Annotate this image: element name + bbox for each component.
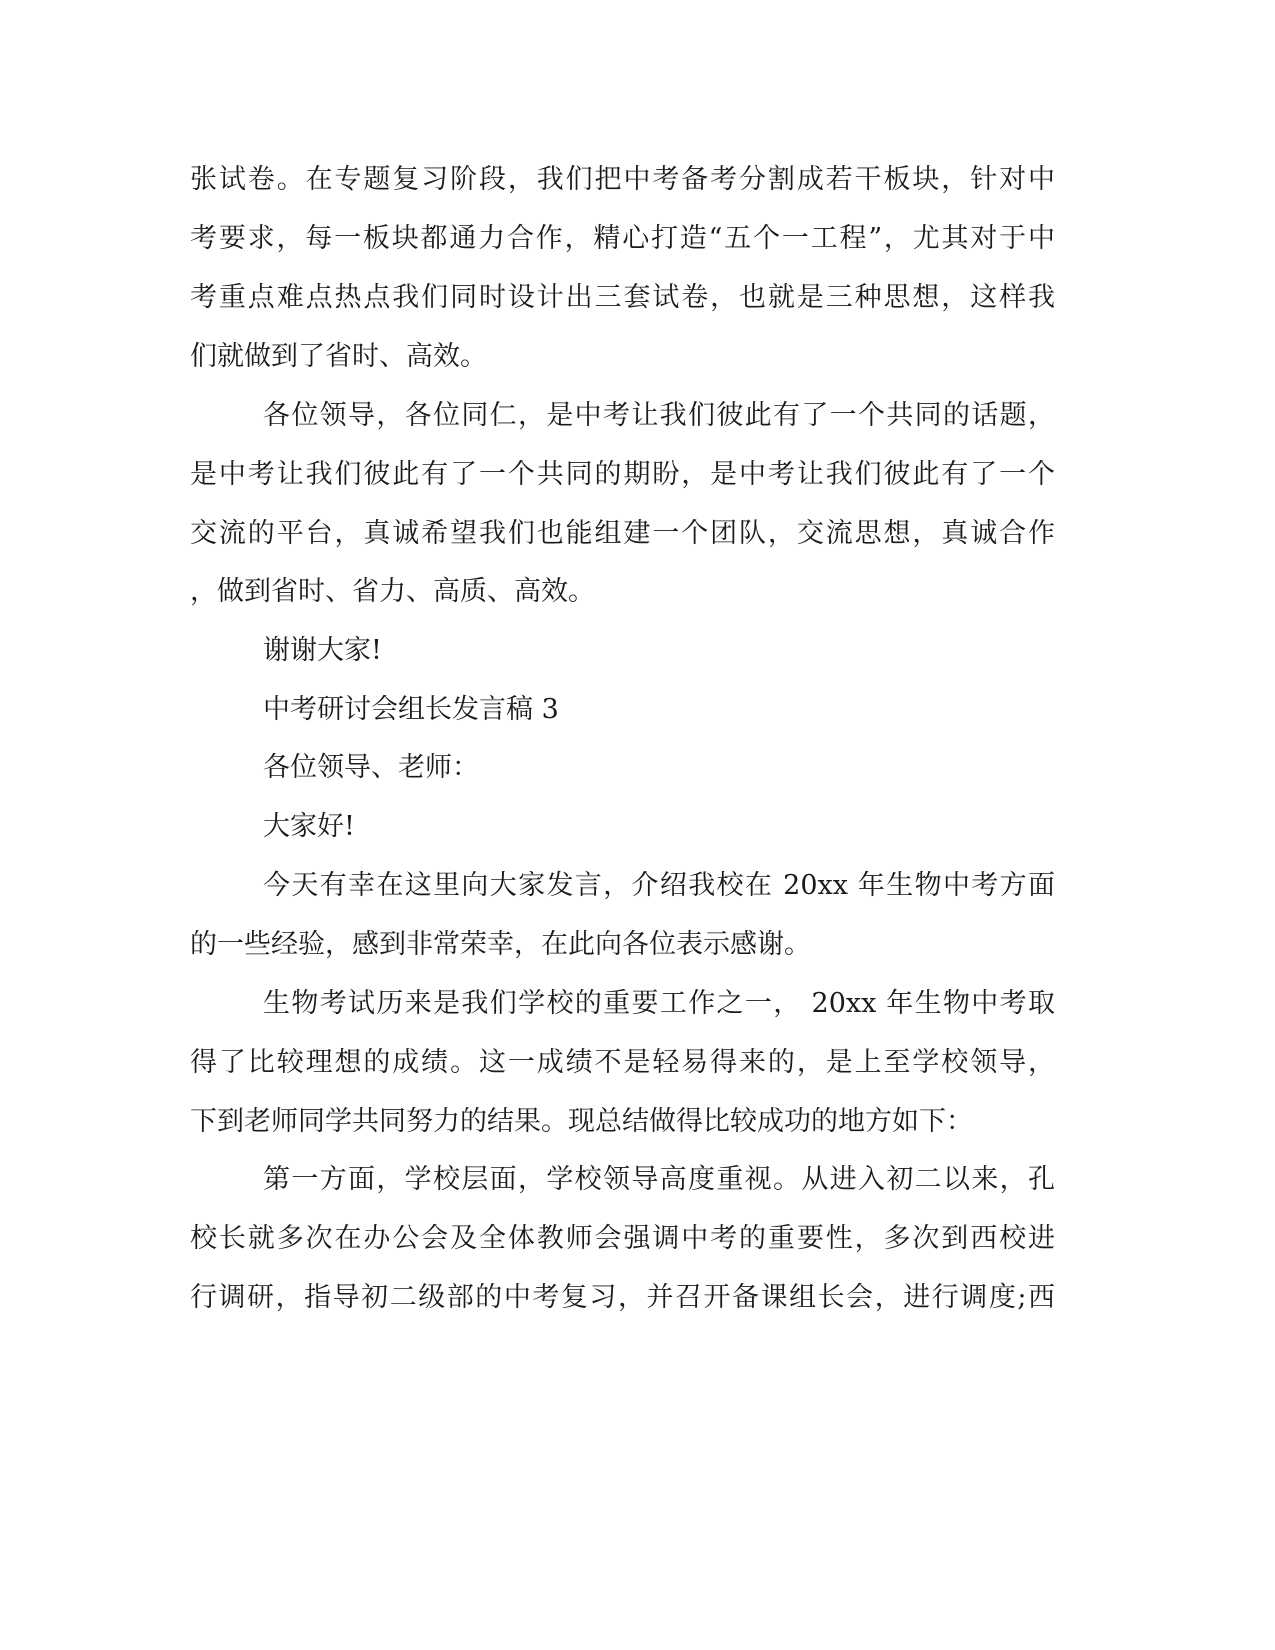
paragraph-line: 考要求，每一板块都通力合作，精心打造“五个一工程”，尤其对于中 bbox=[190, 223, 1055, 254]
paragraph-line: 各位领导，各位同仁，是中考让我们彼此有了一个共同的话题， bbox=[263, 400, 1055, 431]
paragraph-line: 第一方面，学校层面，学校领导高度重视。从进入初二以来，孔 bbox=[263, 1164, 1055, 1195]
paragraph-line: 交流的平台，真诚希望我们也能组建一个团队，交流思想，真诚合作 bbox=[190, 518, 1055, 549]
paragraph-line: 考重点难点热点我们同时设计出三套试卷，也就是三种思想，这样我 bbox=[190, 282, 1055, 313]
section-title: 中考研讨会组长发言稿 3 bbox=[263, 694, 559, 725]
paragraph-line: 行调研，指导初二级部的中考复习，并召开备课组长会，进行调度;西 bbox=[190, 1282, 1055, 1313]
paragraph-line: 是中考让我们彼此有了一个共同的期盼，是中考让我们彼此有了一个 bbox=[190, 459, 1055, 490]
closing-thanks: 谢谢大家! bbox=[263, 635, 382, 666]
paragraph-line: 校长就多次在办公会及全体教师会强调中考的重要性，多次到西校进 bbox=[190, 1223, 1055, 1254]
paragraph-line: 今天有幸在这里向大家发言，介绍我校在 20xx 年生物中考方面 bbox=[263, 870, 1055, 901]
paragraph-line: ，做到省时、省力、高质、高效。 bbox=[190, 576, 595, 607]
salutation: 各位领导、老师： bbox=[263, 752, 479, 783]
greeting: 大家好! bbox=[263, 811, 355, 842]
paragraph-line: 张试卷。在专题复习阶段，我们把中考备考分割成若干板块，针对中 bbox=[190, 164, 1055, 195]
paragraph-line: 下到老师同学共同努力的结果。现总结做得比较成功的地方如下： bbox=[190, 1106, 973, 1137]
paragraph-line: 得了比较理想的成绩。这一成绩不是轻易得来的，是上至学校领导， bbox=[190, 1047, 1055, 1078]
paragraph-line: 们就做到了省时、高效。 bbox=[190, 341, 487, 372]
paragraph-line: 生物考试历来是我们学校的重要工作之一， 20xx 年生物中考取 bbox=[263, 988, 1055, 1019]
paragraph-line: 的一些经验，感到非常荣幸，在此向各位表示感谢。 bbox=[190, 929, 811, 960]
